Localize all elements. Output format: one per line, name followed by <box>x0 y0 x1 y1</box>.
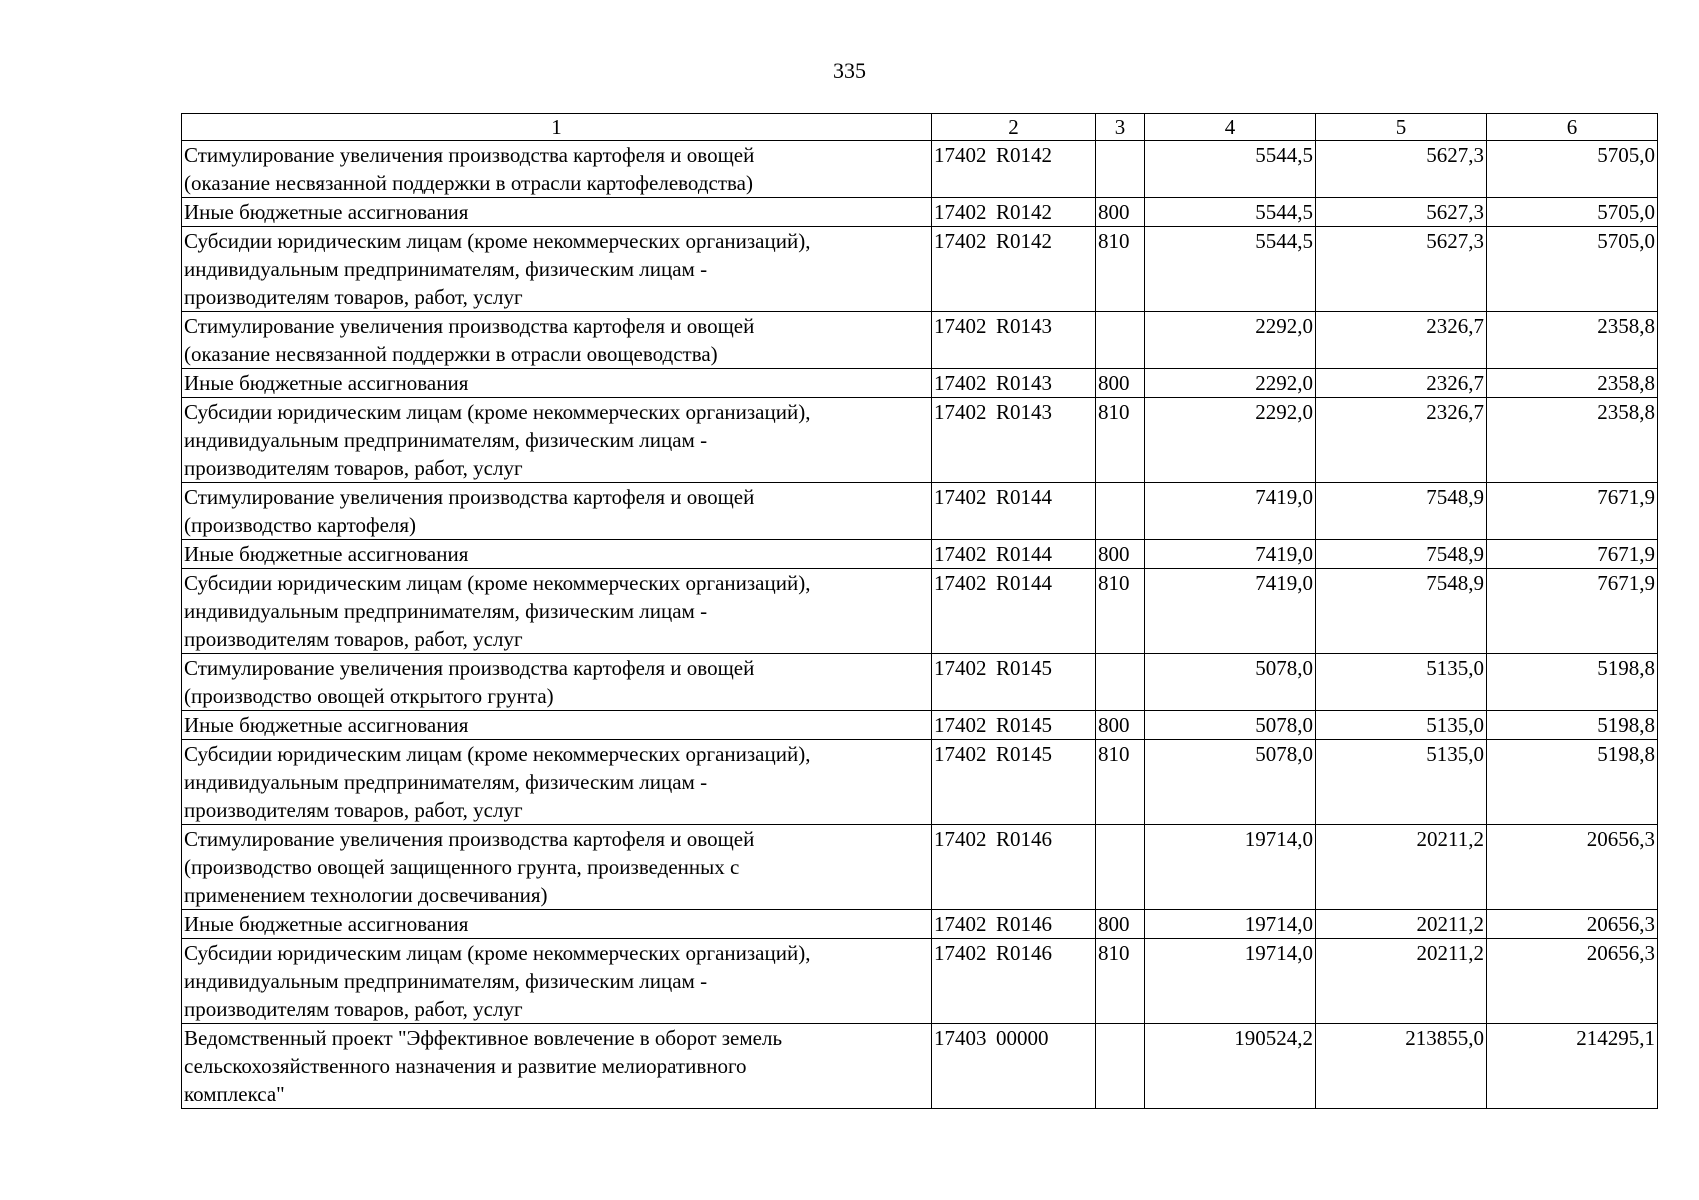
row-name-line: Иные бюджетные ассигнования <box>184 542 469 566</box>
table-row <box>182 312 1658 369</box>
row-value-col-5: 2326,7 <box>1316 369 1487 398</box>
row-value-col-4: 5078,0 <box>1145 740 1316 825</box>
row-target-article <box>932 654 1096 711</box>
table-row <box>182 369 1658 398</box>
header-col-1: 1 <box>182 114 932 141</box>
header-col-4: 4 <box>1145 114 1316 141</box>
row-direction-code: R0144 <box>996 485 1053 509</box>
row-name-line: индивидуальным предпринимателям, физическим лицам - <box>184 428 708 452</box>
table-row <box>182 141 1658 198</box>
row-value-col-4: 19714,0 <box>1145 910 1316 939</box>
row-value-col-6: 2358,8 <box>1487 369 1658 398</box>
row-program-code: 17402 <box>934 542 987 566</box>
row-value-col-4: 190524,2 <box>1145 1024 1316 1109</box>
row-value-col-4: 19714,0 <box>1145 939 1316 1024</box>
row-name <box>182 312 932 369</box>
header-col-2: 2 <box>932 114 1096 141</box>
table-row <box>182 540 1658 569</box>
row-name-line: Субсидии юридическим лицам (кроме некоммерческих организаций), <box>184 400 811 424</box>
row-name-line: производителям товаров, работ, услуг <box>184 627 523 651</box>
row-target-article <box>932 910 1096 939</box>
page-number: 335 <box>833 58 866 83</box>
table-row <box>182 939 1658 1024</box>
row-name <box>182 198 932 227</box>
table-row <box>182 740 1658 825</box>
row-direction-code: 00000 <box>996 1026 1049 1050</box>
row-name-line: Стимулирование увеличения производства картофеля и овощей <box>184 143 755 167</box>
row-value-col-4: 7419,0 <box>1145 540 1316 569</box>
row-program-code: 17402 <box>934 485 987 509</box>
header-row <box>182 114 1658 141</box>
row-value-col-6: 5198,8 <box>1487 654 1658 711</box>
header-col-5: 5 <box>1316 114 1487 141</box>
row-value-col-6: 2358,8 <box>1487 398 1658 483</box>
row-value-col-5: 20211,2 <box>1316 939 1487 1024</box>
table-row <box>182 654 1658 711</box>
row-name <box>182 1024 932 1109</box>
row-name-line: индивидуальным предпринимателям, физическим лицам - <box>184 257 708 281</box>
row-program-code: 17402 <box>934 742 987 766</box>
row-expense-type <box>1096 825 1145 910</box>
row-name-line: производителям товаров, работ, услуг <box>184 798 523 822</box>
row-direction-code: R0143 <box>996 371 1053 395</box>
row-program-code: 17402 <box>934 143 987 167</box>
row-expense-type: 810 <box>1096 939 1145 1024</box>
row-expense-type: 800 <box>1096 540 1145 569</box>
row-value-col-4: 2292,0 <box>1145 369 1316 398</box>
row-expense-type <box>1096 654 1145 711</box>
row-name <box>182 569 932 654</box>
row-target-article <box>932 312 1096 369</box>
row-target-article <box>932 141 1096 198</box>
row-name-line: индивидуальным предпринимателям, физическим лицам - <box>184 969 708 993</box>
row-value-col-6: 20656,3 <box>1487 910 1658 939</box>
table-row <box>182 398 1658 483</box>
row-name-line: производителям товаров, работ, услуг <box>184 997 523 1021</box>
row-value-col-6: 5198,8 <box>1487 740 1658 825</box>
row-name <box>182 825 932 910</box>
row-target-article <box>932 1024 1096 1109</box>
row-value-col-5: 7548,9 <box>1316 569 1487 654</box>
row-name-line: (оказание несвязанной поддержки в отрасли овощеводства) <box>184 342 718 366</box>
row-value-col-6: 7671,9 <box>1487 569 1658 654</box>
row-value-col-5: 7548,9 <box>1316 483 1487 540</box>
row-value-col-5: 5135,0 <box>1316 711 1487 740</box>
row-value-col-6: 5705,0 <box>1487 198 1658 227</box>
row-program-code: 17402 <box>934 571 987 595</box>
row-program-code: 17402 <box>934 827 987 851</box>
row-value-col-6: 5198,8 <box>1487 711 1658 740</box>
row-name-line: Субсидии юридическим лицам (кроме некоммерческих организаций), <box>184 229 811 253</box>
row-value-col-5: 5135,0 <box>1316 740 1487 825</box>
row-value-col-4: 2292,0 <box>1145 398 1316 483</box>
row-expense-type: 810 <box>1096 740 1145 825</box>
row-name <box>182 711 932 740</box>
row-value-col-5: 7548,9 <box>1316 540 1487 569</box>
row-program-code: 17402 <box>934 200 987 224</box>
row-value-col-6: 20656,3 <box>1487 825 1658 910</box>
row-target-article <box>932 483 1096 540</box>
row-name-line: комплекса" <box>184 1082 285 1106</box>
row-value-col-4: 5544,5 <box>1145 141 1316 198</box>
row-direction-code: R0144 <box>996 542 1053 566</box>
row-target-article <box>932 198 1096 227</box>
row-target-article <box>932 540 1096 569</box>
row-program-code: 17402 <box>934 713 987 737</box>
row-name-line: Стимулирование увеличения производства картофеля и овощей <box>184 314 755 338</box>
row-name-line: (производство картофеля) <box>184 513 417 537</box>
row-name <box>182 483 932 540</box>
row-value-col-6: 7671,9 <box>1487 540 1658 569</box>
row-value-col-5: 20211,2 <box>1316 910 1487 939</box>
row-name-line: Субсидии юридическим лицам (кроме некоммерческих организаций), <box>184 742 811 766</box>
row-value-col-5: 5627,3 <box>1316 141 1487 198</box>
row-target-article <box>932 369 1096 398</box>
row-name <box>182 141 932 198</box>
row-name <box>182 540 932 569</box>
row-target-article <box>932 939 1096 1024</box>
row-direction-code: R0143 <box>996 314 1053 338</box>
row-expense-type: 810 <box>1096 227 1145 312</box>
row-value-col-5: 2326,7 <box>1316 312 1487 369</box>
table-body <box>182 141 1658 1109</box>
row-name <box>182 939 932 1024</box>
row-name-line: (производство овощей открытого грунта) <box>184 684 554 708</box>
row-name <box>182 740 932 825</box>
row-target-article <box>932 740 1096 825</box>
row-program-code: 17402 <box>934 912 987 936</box>
row-direction-code: R0142 <box>996 200 1053 224</box>
row-program-code: 17402 <box>934 314 987 338</box>
row-target-article <box>932 227 1096 312</box>
row-target-article <box>932 569 1096 654</box>
row-name <box>182 910 932 939</box>
table-row <box>182 1024 1658 1109</box>
row-direction-code: R0145 <box>996 713 1053 737</box>
row-target-article <box>932 825 1096 910</box>
row-direction-code: R0142 <box>996 143 1053 167</box>
row-direction-code: R0146 <box>996 941 1053 965</box>
row-expense-type: 810 <box>1096 569 1145 654</box>
row-value-col-4: 2292,0 <box>1145 312 1316 369</box>
row-name-line: сельскохозяйственного назначения и развитие мелиоративного <box>184 1054 747 1078</box>
row-expense-type: 800 <box>1096 910 1145 939</box>
row-value-col-5: 213855,0 <box>1316 1024 1487 1109</box>
row-value-col-4: 5544,5 <box>1145 198 1316 227</box>
table-row <box>182 198 1658 227</box>
row-name-line: (оказание несвязанной поддержки в отрасли картофелеводства) <box>184 171 753 195</box>
row-expense-type <box>1096 1024 1145 1109</box>
row-name-line: Иные бюджетные ассигнования <box>184 200 469 224</box>
row-expense-type: 810 <box>1096 398 1145 483</box>
row-value-col-5: 2326,7 <box>1316 398 1487 483</box>
row-value-col-6: 5705,0 <box>1487 227 1658 312</box>
budget-table <box>181 113 1658 1109</box>
table-row <box>182 825 1658 910</box>
row-expense-type <box>1096 312 1145 369</box>
row-name <box>182 654 932 711</box>
row-expense-type: 800 <box>1096 711 1145 740</box>
row-direction-code: R0145 <box>996 656 1053 680</box>
row-value-col-6: 214295,1 <box>1487 1024 1658 1109</box>
row-direction-code: R0146 <box>996 827 1053 851</box>
table-row <box>182 910 1658 939</box>
header-col-6: 6 <box>1487 114 1658 141</box>
table-row <box>182 569 1658 654</box>
row-program-code: 17402 <box>934 400 987 424</box>
row-direction-code: R0142 <box>996 229 1053 253</box>
row-value-col-4: 7419,0 <box>1145 569 1316 654</box>
row-value-col-5: 20211,2 <box>1316 825 1487 910</box>
row-name <box>182 227 932 312</box>
row-program-code: 17402 <box>934 229 987 253</box>
row-name-line: производителям товаров, работ, услуг <box>184 285 523 309</box>
row-value-col-6: 2358,8 <box>1487 312 1658 369</box>
row-program-code: 17402 <box>934 371 987 395</box>
row-program-code: 17403 <box>934 1026 987 1050</box>
row-expense-type: 800 <box>1096 369 1145 398</box>
row-direction-code: R0143 <box>996 400 1053 424</box>
row-name <box>182 398 932 483</box>
row-value-col-6: 5705,0 <box>1487 141 1658 198</box>
row-value-col-4: 5078,0 <box>1145 711 1316 740</box>
row-value-col-5: 5135,0 <box>1316 654 1487 711</box>
row-value-col-5: 5627,3 <box>1316 198 1487 227</box>
row-program-code: 17402 <box>934 656 987 680</box>
table-row <box>182 483 1658 540</box>
row-name-line: индивидуальным предпринимателям, физическим лицам - <box>184 599 708 623</box>
row-target-article <box>932 398 1096 483</box>
row-value-col-6: 20656,3 <box>1487 939 1658 1024</box>
row-name-line: индивидуальным предпринимателям, физическим лицам - <box>184 770 708 794</box>
row-program-code: 17402 <box>934 941 987 965</box>
row-direction-code: R0146 <box>996 912 1053 936</box>
row-name-line: Стимулирование увеличения производства картофеля и овощей <box>184 485 755 509</box>
row-name-line: Иные бюджетные ассигнования <box>184 713 469 737</box>
row-expense-type <box>1096 483 1145 540</box>
row-name-line: (производство овощей защищенного грунта, произведенных с <box>184 855 740 879</box>
row-name-line: Ведомственный проект "Эффективное вовлечение в оборот земель <box>184 1026 783 1050</box>
row-name-line: Стимулирование увеличения производства картофеля и овощей <box>184 656 755 680</box>
row-value-col-4: 5078,0 <box>1145 654 1316 711</box>
table-row <box>182 711 1658 740</box>
header-col-3: 3 <box>1096 114 1145 141</box>
row-expense-type: 800 <box>1096 198 1145 227</box>
row-name-line: Субсидии юридическим лицам (кроме некоммерческих организаций), <box>184 941 811 965</box>
row-name-line: применением технологии досвечивания) <box>184 883 548 907</box>
row-target-article <box>932 711 1096 740</box>
row-value-col-4: 7419,0 <box>1145 483 1316 540</box>
row-value-col-5: 5627,3 <box>1316 227 1487 312</box>
row-direction-code: R0144 <box>996 571 1053 595</box>
table-row <box>182 227 1658 312</box>
row-value-col-4: 19714,0 <box>1145 825 1316 910</box>
row-name-line: Стимулирование увеличения производства картофеля и овощей <box>184 827 755 851</box>
row-name <box>182 369 932 398</box>
row-name-line: производителям товаров, работ, услуг <box>184 456 523 480</box>
row-direction-code: R0145 <box>996 742 1053 766</box>
row-value-col-6: 7671,9 <box>1487 483 1658 540</box>
row-name-line: Иные бюджетные ассигнования <box>184 912 469 936</box>
row-name-line: Субсидии юридическим лицам (кроме некоммерческих организаций), <box>184 571 811 595</box>
row-name-line: Иные бюджетные ассигнования <box>184 371 469 395</box>
row-expense-type <box>1096 141 1145 198</box>
row-value-col-4: 5544,5 <box>1145 227 1316 312</box>
